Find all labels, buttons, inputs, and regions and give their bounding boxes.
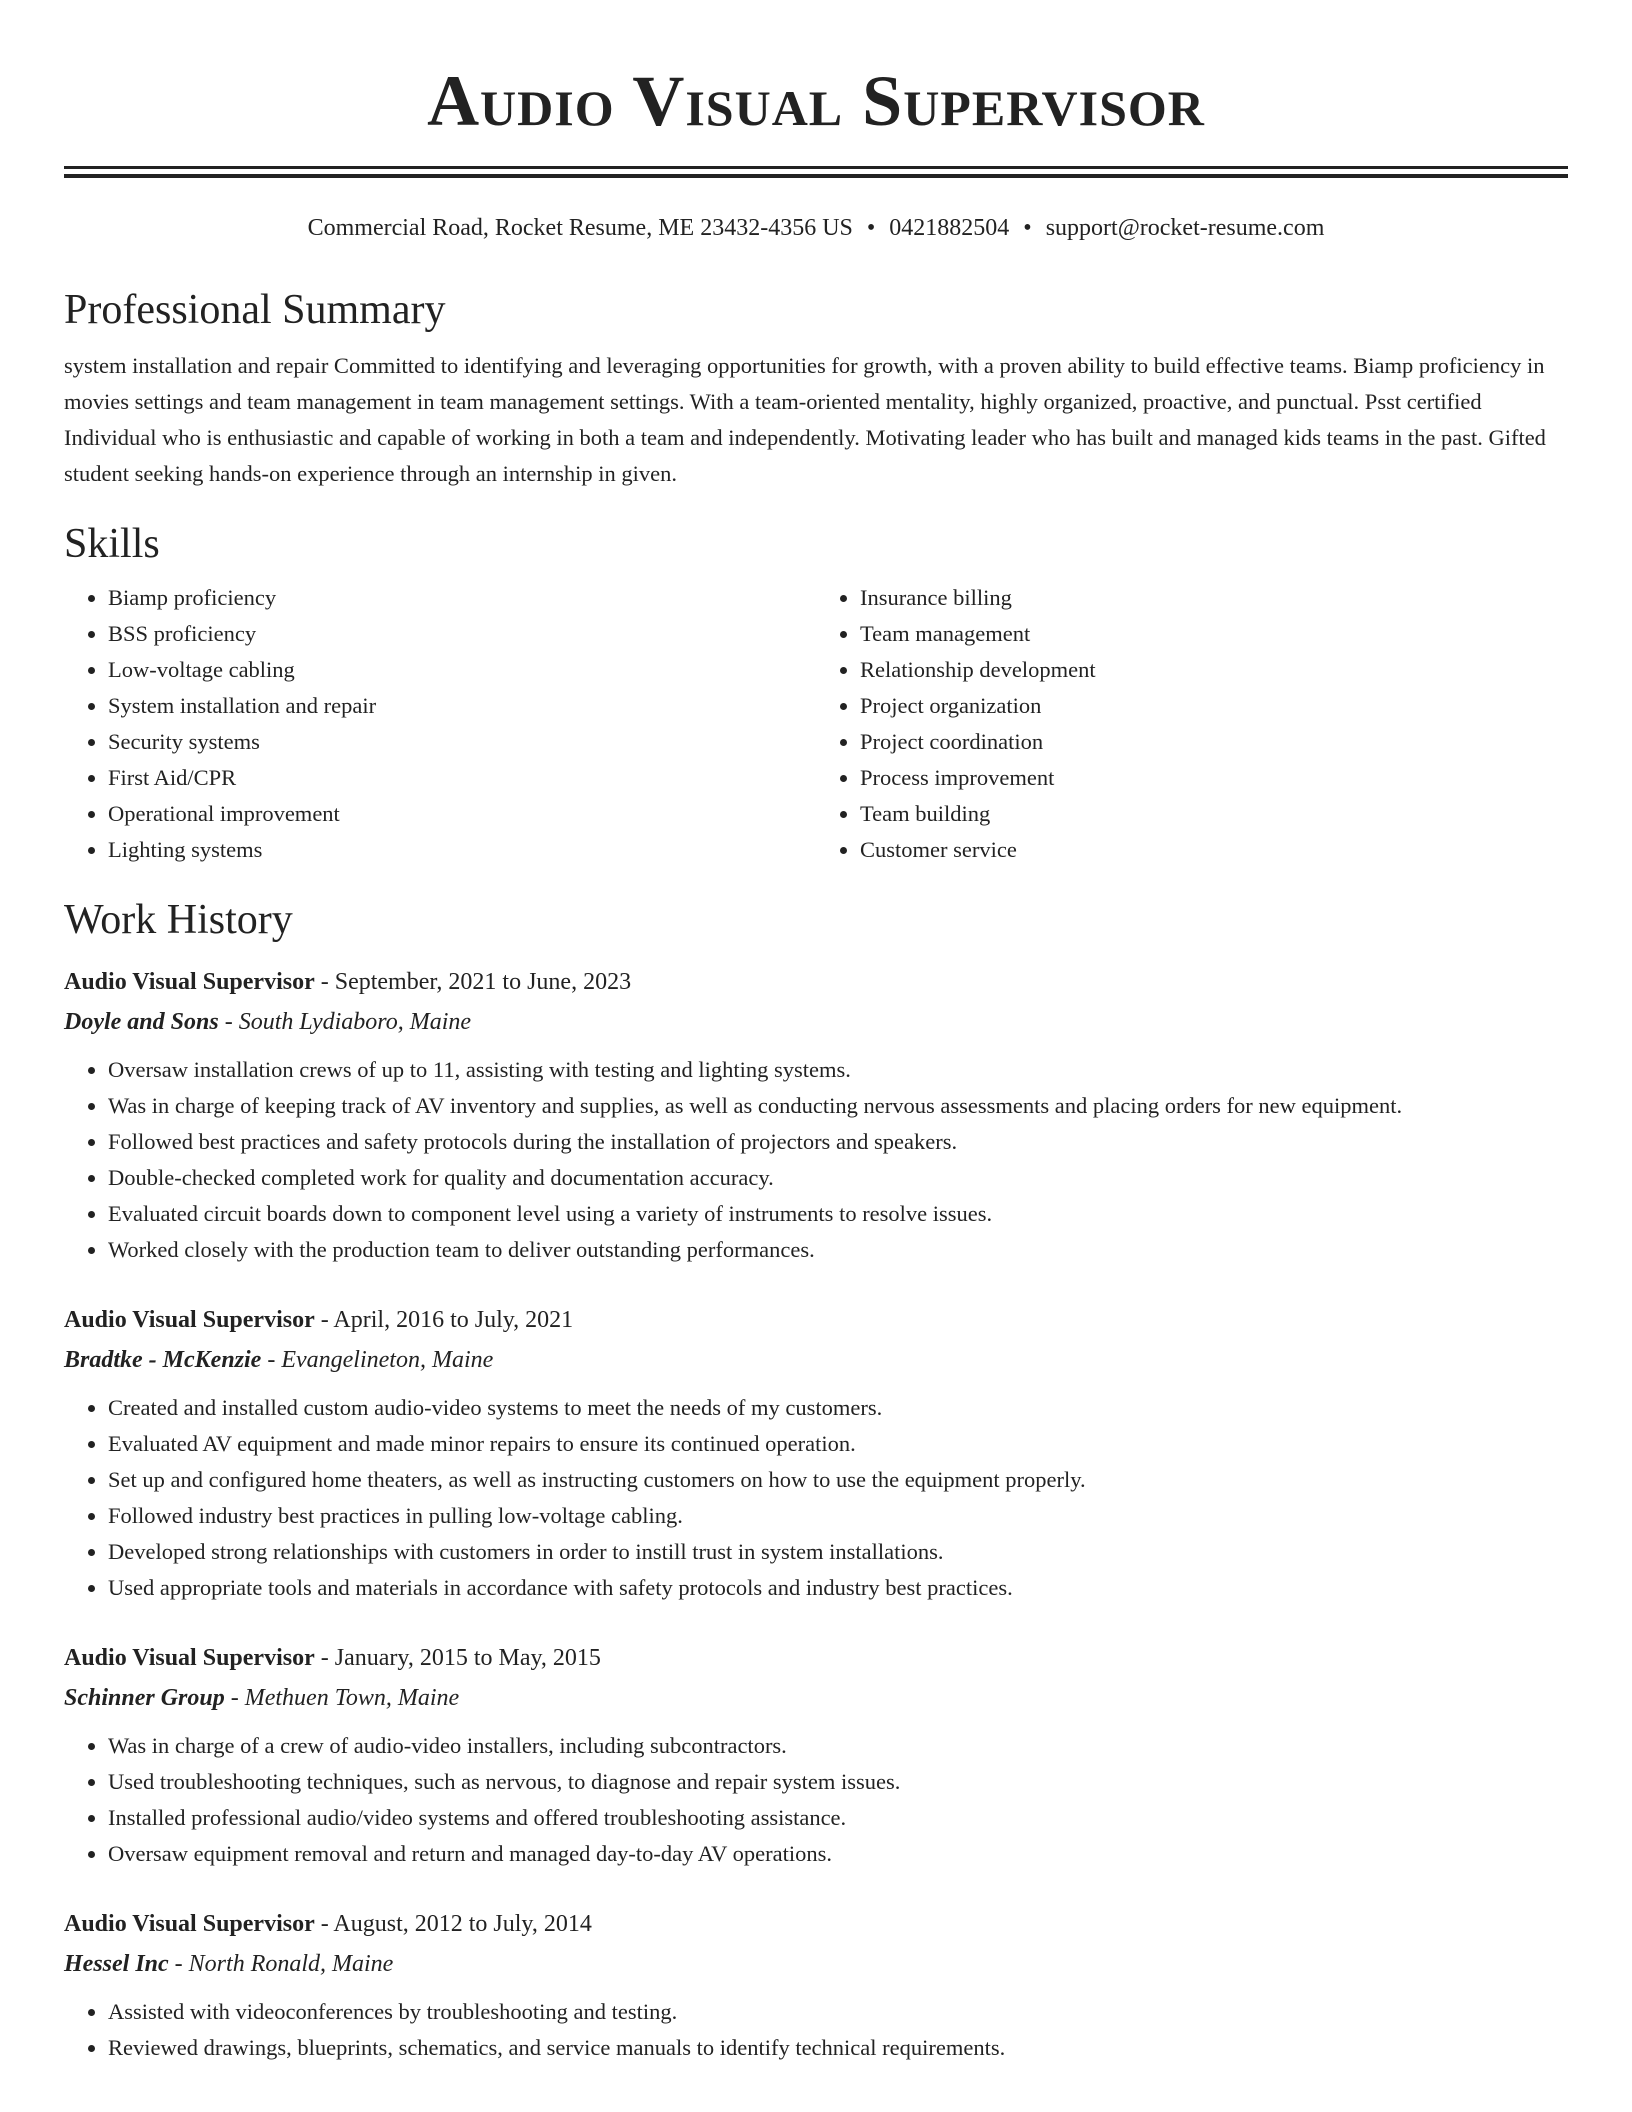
job-title: Audio Visual Supervisor <box>64 1645 315 1671</box>
job-title-line <box>64 1904 1568 1944</box>
contact-separator: • <box>866 215 876 241</box>
job-bullet: • Was in charge of keeping track of AV inventory and supplies, as well as conducting nervous assessments and placing orders for new equipment. <box>108 1088 1568 1124</box>
job-dash: - <box>168 1951 189 1977</box>
skill-item: • Insurance billing <box>860 580 1568 616</box>
job-dash: - <box>218 1009 239 1035</box>
job-bullet: • Was in charge of a crew of audio-video installers, including subcontractors. <box>108 1728 1568 1764</box>
job-title: Audio Visual Supervisor <box>64 1307 315 1333</box>
job-bullet: • Set up and configured home theaters, as well as instructing customers on how to use the equipment properly. <box>108 1462 1568 1498</box>
skill-item: • Relationship development <box>860 652 1568 688</box>
address-text: Commercial Road, Rocket Resume, ME 23432-4356 US <box>307 215 853 241</box>
email-link[interactable]: support@rocket-resume.com <box>1045 215 1325 241</box>
job-entry <box>64 1300 1568 1606</box>
job-bullet: • Used appropriate tools and materials in accordance with safety protocols and industry best practices. <box>108 1570 1568 1606</box>
contact-line <box>64 212 1568 244</box>
job-entry <box>64 962 1568 1268</box>
job-company: Bradtke - McKenzie <box>64 1347 262 1373</box>
job-bullets <box>64 1390 1568 1606</box>
job-location: North Ronald, Maine <box>188 1951 394 1977</box>
candidate-name: Audio Visual Supervisor <box>427 61 1205 141</box>
skill-item: • BSS proficiency <box>108 616 816 652</box>
job-company-line <box>64 1340 1568 1380</box>
job-bullet: • Created and installed custom audio-video systems to meet the needs of my customers. <box>108 1390 1568 1426</box>
skill-item: • First Aid/CPR <box>108 760 816 796</box>
job-bullet: • Oversaw installation crews of up to 11, assisting with testing and lighting systems. <box>108 1052 1568 1088</box>
job-dash: - <box>261 1347 282 1373</box>
skill-item: • Low-voltage cabling <box>108 652 816 688</box>
skill-item: • Project organization <box>860 688 1568 724</box>
skills-section <box>64 518 1568 868</box>
skill-item: • Process improvement <box>860 760 1568 796</box>
job-company: Doyle and Sons <box>64 1009 219 1035</box>
skills-list-right <box>816 580 1568 868</box>
job-dash: - <box>224 1685 245 1711</box>
job-company: Schinner Group <box>64 1685 225 1711</box>
job-title-line <box>64 1300 1568 1340</box>
job-bullet: • Used troubleshooting techniques, such as nervous, to diagnose and repair system issues. <box>108 1764 1568 1800</box>
skills-list-left <box>64 580 816 868</box>
skill-item: • Security systems <box>108 724 816 760</box>
skills-heading: Skills <box>64 521 160 567</box>
skill-item: • Team building <box>860 796 1568 832</box>
skill-item: • Team management <box>860 616 1568 652</box>
job-bullets <box>64 1052 1568 1268</box>
job-title-line <box>64 962 1568 1002</box>
work-history-section <box>64 894 1568 2066</box>
job-location: South Lydiaboro, Maine <box>238 1009 472 1035</box>
job-bullet: • Reviewed drawings, blueprints, schematics, and service manuals to identify technical requirements. <box>108 2030 1568 2066</box>
job-title: Audio Visual Supervisor <box>64 1911 315 1937</box>
job-dates: August, 2012 to July, 2014 <box>333 1911 592 1937</box>
job-bullet: • Oversaw equipment removal and return and managed day-to-day AV operations. <box>108 1836 1568 1872</box>
job-bullet: • Followed best practices and safety protocols during the installation of projectors and speakers. <box>108 1124 1568 1160</box>
job-bullet: • Evaluated AV equipment and made minor repairs to ensure its continued operation. <box>108 1426 1568 1462</box>
job-bullet: • Followed industry best practices in pulling low-voltage cabling. <box>108 1498 1568 1534</box>
job-entry <box>64 1904 1568 2066</box>
job-entry <box>64 1638 1568 1872</box>
job-location: Evangelineton, Maine <box>281 1347 494 1373</box>
summary-section <box>64 284 1568 492</box>
job-title: Audio Visual Supervisor <box>64 969 315 995</box>
job-dash: - <box>314 1645 335 1671</box>
job-bullet: • Assisted with videoconferences by troubleshooting and testing. <box>108 1994 1568 2030</box>
phone-text: 0421882504 <box>889 215 1010 241</box>
job-bullet: • Double-checked completed work for quality and documentation accuracy. <box>108 1160 1568 1196</box>
skill-item: • System installation and repair <box>108 688 816 724</box>
job-dash: - <box>314 1911 334 1937</box>
job-bullet: • Evaluated circuit boards down to component level using a variety of instruments to resolve issues. <box>108 1196 1568 1232</box>
skill-item: • Project coordination <box>860 724 1568 760</box>
skill-item: • Customer service <box>860 832 1568 868</box>
job-bullets <box>64 1994 1568 2066</box>
job-company-line <box>64 1002 1568 1042</box>
job-company-line <box>64 1678 1568 1718</box>
job-dash: - <box>314 969 335 995</box>
skill-item: • Lighting systems <box>108 832 816 868</box>
job-bullet: • Developed strong relationships with customers in order to instill trust in system installations. <box>108 1534 1568 1570</box>
job-dates: September, 2021 to June, 2023 <box>334 969 632 995</box>
job-dates: April, 2016 to July, 2021 <box>333 1307 574 1333</box>
header-divider <box>64 166 1568 178</box>
skill-item: • Biamp proficiency <box>108 580 816 616</box>
job-title-line <box>64 1638 1568 1678</box>
job-bullet: • Installed professional audio/video systems and offered troubleshooting assistance. <box>108 1800 1568 1836</box>
work-history-heading: Work History <box>64 897 293 943</box>
job-bullet: • Worked closely with the production team to deliver outstanding performances. <box>108 1232 1568 1268</box>
job-company-line <box>64 1944 1568 1984</box>
job-bullets <box>64 1728 1568 1872</box>
skill-item: • Operational improvement <box>108 796 816 832</box>
job-location: Methuen Town, Maine <box>244 1685 460 1711</box>
job-company: Hessel Inc <box>64 1951 169 1977</box>
job-dates: January, 2015 to May, 2015 <box>334 1645 601 1671</box>
skills-columns <box>64 580 1568 868</box>
summary-text: system installation and repair Committed to identifying and leveraging opportunities for growth, with a proven ability to build effective teams. Biamp proficiency in movies settings and team management in team management settings. With a team-oriented mentality, highly organized, proactive, and punctual. Psst certified Individual who is enthusiastic and capable of working in both a team and independently. Motivating leader who has built and managed kids teams in the past. Gifted student seeking hands-on experience through an internship in given. <box>64 353 1546 486</box>
summary-heading: Professional Summary <box>64 287 446 333</box>
job-dash: - <box>314 1307 334 1333</box>
contact-separator: • <box>1023 215 1032 241</box>
